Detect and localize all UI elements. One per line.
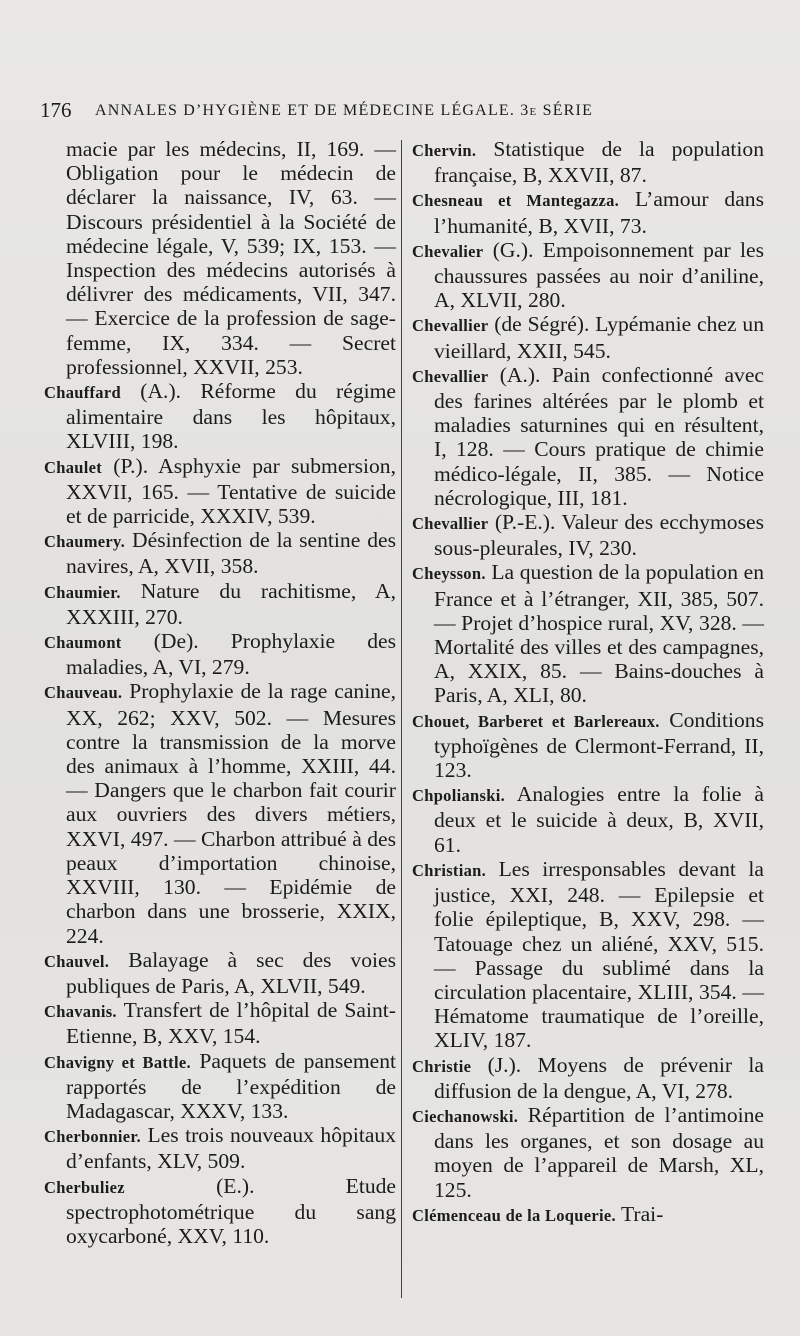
index-entry	[412, 363, 764, 510]
index-entry	[44, 137, 396, 379]
page-header	[40, 98, 760, 126]
index-entry	[44, 528, 396, 578]
right-column	[412, 137, 764, 1228]
entry-text: (G.). Empoisonnement par les chaussures passées au noir d’aniline, A, XLVII, 280.	[434, 237, 764, 313]
entry-text: Analogies entre la folie à deux et le suicide à deux, B, XVII, 61.	[434, 782, 764, 857]
author-name: Chaumont	[44, 633, 122, 653]
author-name: Chouet, Barberet et Barlereaux.	[412, 711, 660, 731]
entry-text: macie par les médecins, II, 169. — Obligation pour le médecin de déclarer la naissance, IV, 63. — Discours présidentiel à la Société de médecine légale, V, 539; IX, 153. — Inspection des médecins autorisés à délivrer des médicaments, VII, 347. — Exercice de la profession de sage-femme, IX, 334. — Secret professionnel, XXVII, 253.	[66, 137, 396, 379]
entry-text: (A.). Réforme du régime alimentaire dans les hôpitaux, XLVIII, 198.	[66, 379, 396, 454]
index-entry	[412, 137, 764, 187]
entry-text: (P.-E.). Valeur des ecchymoses sous-pleurales, IV, 230.	[434, 510, 764, 561]
author-name: Chauvel.	[44, 951, 110, 971]
author-name: Cherbuliez	[44, 1177, 125, 1197]
author-name: Cherbonnier.	[44, 1127, 141, 1147]
entry-text: Les trois nouveaux hôpitaux d’enfants, XLV, 509.	[66, 1123, 396, 1174]
index-entry	[44, 679, 396, 947]
index-entry	[412, 187, 764, 237]
column-divider	[401, 140, 402, 1298]
index-entry	[44, 1123, 396, 1173]
running-title: ANNALES D’HYGIÈNE ET DE MÉDECINE LÉGALE. 3e SÉRIE	[95, 102, 594, 119]
index-entry	[44, 998, 396, 1048]
author-name: Chaumier.	[44, 582, 121, 602]
index-entry	[44, 1174, 396, 1249]
author-name: Chauveau.	[44, 683, 123, 703]
index-entry	[412, 1202, 764, 1228]
index-entry	[44, 454, 396, 529]
author-name: Chevallier	[412, 514, 489, 534]
author-name: Chesneau et Mantegazza.	[412, 191, 620, 211]
entry-text: L’amour dans l’humanité, B, XVII, 73.	[434, 187, 764, 238]
index-entry	[44, 629, 396, 679]
entry-text: La question de la population en France et à l’étranger, XII, 385, 507. — Projet d’hospice rural, XV, 328. — Mortalité des villes et des campagnes, A, XXIX, 85. — Bains-douches à Paris, A, XLI, 80.	[434, 560, 764, 708]
index-entry	[44, 379, 396, 454]
entry-text: Prophylaxie de la rage canine, XX, 262; XXV, 502. — Mesures contre la transmission de la morve des animaux à l’homme, XXIII, 44. — Dangers que le charbon fait courir aux ouvriers des divers métiers, XXVI, 497. — Charbon attribué à des peaux d’importation chinoise, XXVIII, 130. — Epidémie de charbon dans une brosserie, XXIX, 224.	[66, 679, 396, 948]
entry-text: Nature du rachitisme, A, XXXIII, 270.	[66, 578, 396, 629]
author-name: Christie	[412, 1056, 472, 1076]
entry-text: (de Ségré). Lypémanie chez un vieillard, XXII, 545.	[434, 312, 764, 363]
entry-text: (De). Prophylaxie des maladies, A, VI, 279.	[66, 629, 396, 680]
entry-text: Désinfection de la sentine des navires, A, XVII, 358.	[66, 528, 396, 579]
index-entry	[412, 708, 764, 783]
entry-text: Balayage à sec des voies publiques de Paris, A, XLVII, 549.	[66, 947, 397, 998]
entry-text: Transfert de l’hôpital de Saint-Etienne, B, XXV, 154.	[66, 998, 396, 1049]
author-name: Chavanis.	[44, 1002, 117, 1022]
entry-text: (J.). Moyens de prévenir la diffusion de la dengue, A, VI, 278.	[434, 1052, 764, 1103]
left-column	[44, 137, 396, 1248]
author-name: Ciechanowski.	[412, 1106, 519, 1126]
entry-text: Les irresponsables devant la justice, XXI, 248. — Epilepsie et folie épileptique, B, XXV, 298. — Tatouage chez un aliéné, XXV, 515. — Passage du sublimé dans la circulation placentaire, XLIII, 354. — Hématome traumatique de l’oreille, XLIV, 187.	[434, 856, 764, 1053]
index-entry	[412, 1103, 764, 1202]
author-name: Chpolianski.	[412, 786, 506, 806]
entry-text: Trai-	[620, 1201, 664, 1226]
author-name: Chevallier	[412, 366, 489, 386]
author-name: Chauffard	[44, 383, 121, 403]
entry-text: Répartition de l’antimoine dans les organes, et son dosage au moyen de l’appareil de Marsh, XL, 125.	[434, 1102, 765, 1202]
author-name: Chaumery.	[44, 532, 126, 552]
entry-text: (P.). Asphyxie par submersion, XXVII, 165. — Tentative de suicide et de parricide, XXXIV, 539.	[66, 453, 396, 529]
author-name: Cheysson.	[412, 564, 486, 584]
entry-text: Conditions typhoïgènes de Clermont-Ferrand, II, 123.	[434, 707, 764, 783]
author-name: Clémenceau de la Loquerie.	[412, 1205, 616, 1225]
entry-text: (A.). Pain confectionné avec des farines altérées par le plomb et maladies saturnines qui en résultent, I, 128. — Cours pratique de chimie médico-légale, II, 385. — Notice nécrologique, III, 181.	[434, 362, 764, 510]
index-entry	[44, 948, 396, 998]
index-entry	[44, 1049, 396, 1124]
entry-text: (E.). Etude spectrophotométrique du sang oxycarboné, XXV, 110.	[66, 1173, 396, 1248]
index-entry	[412, 312, 764, 362]
index-entry	[44, 579, 396, 629]
index-entry	[412, 782, 764, 857]
page-number: 176	[40, 98, 72, 122]
index-entry	[412, 560, 764, 707]
author-name: Chevallier	[412, 316, 489, 336]
author-name: Chaulet	[44, 457, 103, 477]
author-name: Chavigny et Battle.	[44, 1052, 191, 1072]
index-entry	[412, 238, 764, 313]
entry-text: Paquets de pansement rapportés de l’expédition de Madagascar, XXXV, 133.	[66, 1048, 397, 1123]
index-entry	[412, 857, 764, 1053]
author-name: Chervin.	[412, 141, 477, 160]
index-entry	[412, 1053, 764, 1103]
author-name: Chevalier	[412, 241, 484, 261]
index-entry	[412, 510, 764, 560]
entry-text: Statistique de la population française, B, XXVII, 87.	[434, 137, 764, 188]
author-name: Christian.	[412, 860, 487, 880]
